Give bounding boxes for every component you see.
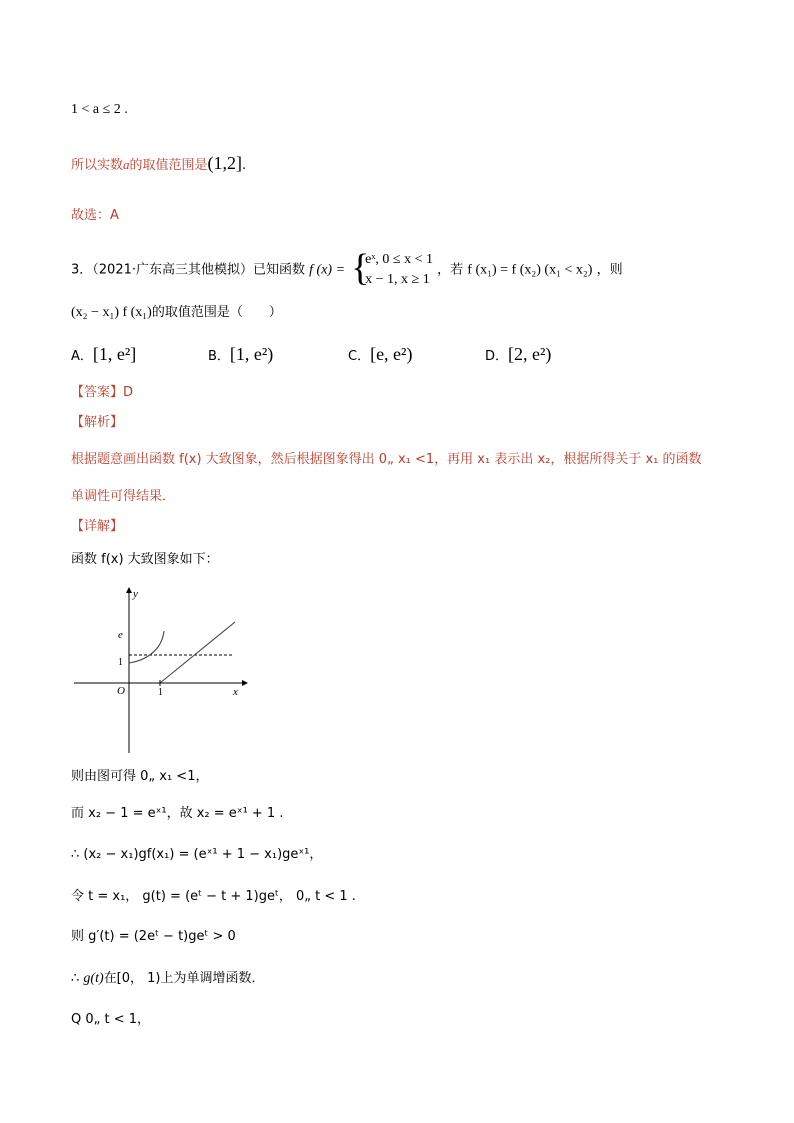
x-axis-arrow-icon <box>242 680 248 686</box>
step-2: 而 x₂ − 1 = eˣ¹，故 x₂ = eˣ¹ + 1 . <box>71 806 284 821</box>
conclusion-interval: (1,2] <box>207 153 243 173</box>
option-b-value: [1, e²) <box>229 344 274 364</box>
x-label: x <box>233 686 238 698</box>
one-x-label: 1 <box>158 687 163 698</box>
piecewise-case-1: eˣ, 0 ≤ x < 1 <box>365 252 433 267</box>
line-x-minus-1 <box>160 622 235 683</box>
question-3-expression: (x₂ − x₁) f (x₁) <box>71 305 152 320</box>
piecewise-case-2: x − 1, x ≥ 1 <box>365 272 430 287</box>
line-range-result: 1 < a ≤ 2 . <box>71 102 128 117</box>
graph-intro: 函数 f(x) 大致图象如下： <box>71 552 219 567</box>
option-a-label: A． <box>71 349 93 364</box>
option-d <box>485 344 551 365</box>
question-3-intro: 3．（2021·广东高三其他模拟）已知函数 <box>71 262 305 278</box>
one-y-label: 1 <box>118 657 123 668</box>
step-6-therefore: ∴ <box>71 971 80 986</box>
step-3: ∴ (x₂ − x₁)gf(x₁) = (eˣ¹ + 1 − x₁)geˣ¹， <box>71 847 323 862</box>
analysis-line-2: 单调性可得结果． <box>71 489 176 504</box>
answer-line: 【答案】D <box>71 385 134 400</box>
y-label: y <box>133 588 138 600</box>
question-3-if: ，若 <box>437 262 464 278</box>
step-7: Q 0„ t < 1， <box>71 1012 151 1027</box>
option-c-label: C． <box>348 349 371 364</box>
analysis-line-1: 根据题意画出函数 f(x) 大致图象，然后根据图象得出 0„ x₁ <1，再用 x₁ 表示出 x₂，根据所得关于 x₁ 的函数 <box>71 452 702 467</box>
option-c-value: [e, e²) <box>370 344 413 364</box>
step-5: 则 g′(t) = (2eᵗ − t)geᵗ > 0 <box>71 929 236 944</box>
piecewise-function <box>351 247 433 290</box>
question-3 <box>71 247 623 290</box>
step-4: 令 t = x₁， g(t) = (eᵗ − t + 1)geᵗ， 0„ t < 1 . <box>71 889 356 904</box>
function-graph <box>70 585 250 755</box>
line-conclusion <box>71 154 246 175</box>
step-6-text: 在[0， 1)上为单调增函数． <box>103 971 265 986</box>
analysis-label: 【解析】 <box>71 415 124 430</box>
question-3-fx: f (x) = <box>309 262 346 278</box>
option-b <box>208 344 273 365</box>
question-3-line-2 <box>71 304 282 322</box>
curve-exp <box>129 631 164 663</box>
y-axis-arrow-icon <box>126 587 132 593</box>
option-a <box>71 344 136 365</box>
origin-label: O <box>117 685 125 697</box>
step-6-g: g(t) <box>83 971 104 986</box>
option-b-label: B． <box>208 349 230 364</box>
option-d-value: [2, e²) <box>508 344 552 364</box>
detail-label: 【详解】 <box>71 519 124 534</box>
option-d-label: D． <box>485 349 509 364</box>
question-3-ask: 的取值范围是（ ） <box>151 305 282 320</box>
conclusion-end: . <box>242 158 247 173</box>
brace-icon: { <box>351 247 370 289</box>
e-label: e <box>118 629 123 641</box>
line-choose: 故选：A <box>71 208 119 223</box>
question-3-condition: f (x₁) = f (x₂) (x₁ < x₂) <box>467 262 593 278</box>
step-1: 则由图可得 0„ x₁ <1， <box>71 769 209 784</box>
conclusion-text-pre: 所以实数 <box>71 158 124 173</box>
option-a-value: [1, e²] <box>92 344 137 364</box>
option-c <box>348 344 412 365</box>
conclusion-var: a <box>123 157 130 172</box>
question-3-then: ，则 <box>596 262 623 278</box>
conclusion-text-mid: 的取值范围是 <box>129 158 208 173</box>
step-6 <box>71 970 264 988</box>
